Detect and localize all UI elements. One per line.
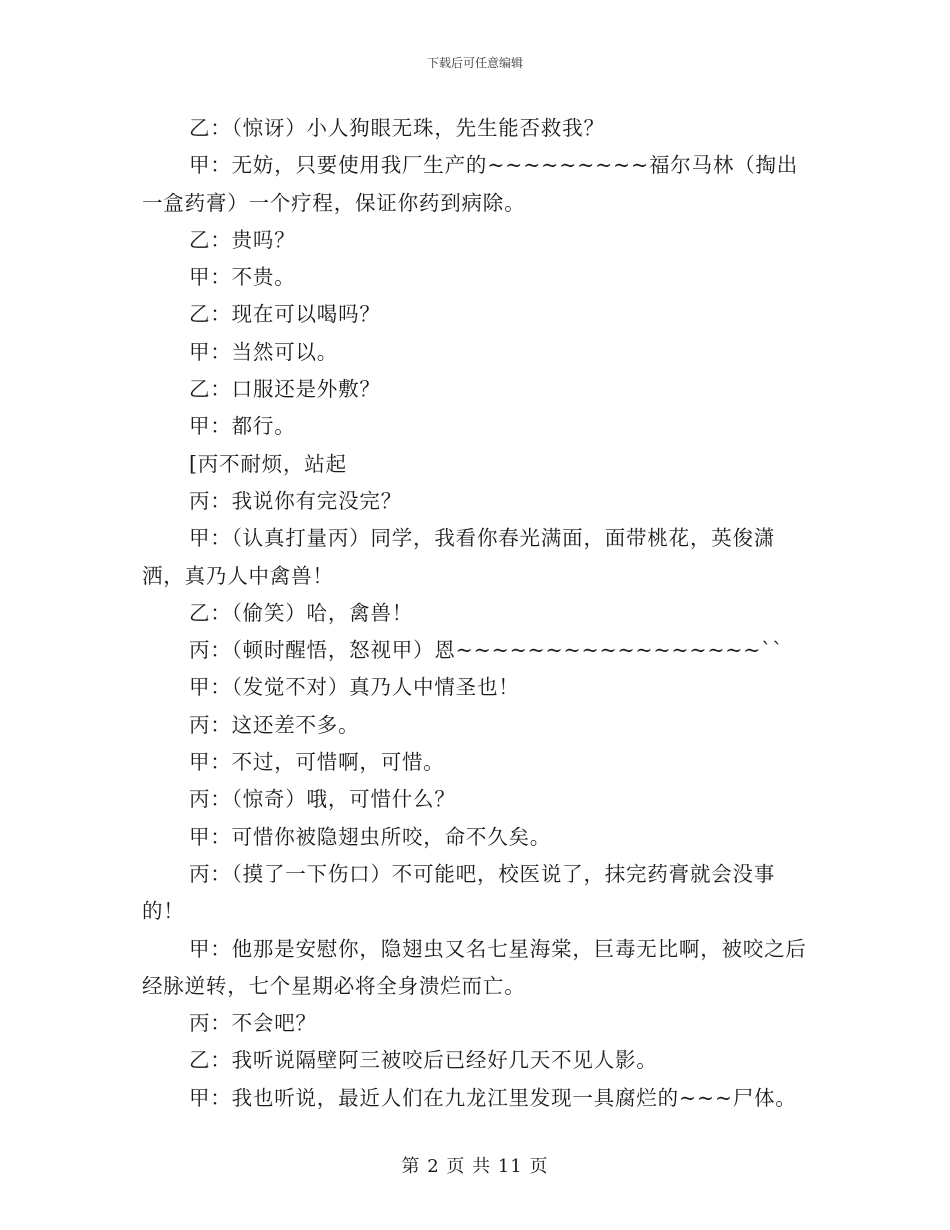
paragraph: 甲：（发觉不对）真乃人中情圣也！ bbox=[189, 675, 520, 700]
paragraph: 甲：我也听说，最近人们在九龙江里发现一具腐烂的~~~尸体。 bbox=[189, 1085, 797, 1110]
stage-direction: [丙不耐烦，站起 bbox=[189, 451, 347, 476]
paragraph: 甲：当然可以。 bbox=[189, 339, 339, 364]
paragraph: 乙：（惊讶）小人狗眼无珠，先生能否救我？ bbox=[189, 116, 605, 140]
paragraph: 甲：可惜你被隐翅虫所咬，命不久矣。 bbox=[189, 824, 552, 849]
paragraph: 丙：我说你有完没完？ bbox=[189, 488, 402, 513]
paragraph: 甲：不过，可惜啊，可惜。 bbox=[189, 750, 445, 775]
paragraph: 甲：（认真打量丙）同学，我看你春光满面，面带桃花，英俊潇洒，真乃人中禽兽！ bbox=[142, 526, 776, 588]
paragraph: 甲：他那是安慰你，隐翅虫又名七星海棠，巨毒无比啊，被咬之后经脉逆转，七个星期必将全身溃烂而亡。 bbox=[142, 936, 807, 998]
paragraph: 甲：不贵。 bbox=[189, 265, 296, 290]
paragraph: 乙：现在可以喝吗？ bbox=[189, 302, 381, 327]
paragraph: 乙：口服还是外敷？ bbox=[189, 377, 381, 402]
paragraph: 乙：我听说隔壁阿三被咬后已经好几天不见人影。 bbox=[189, 1048, 658, 1073]
page-number-footer: 第 2 页 共 11 页 bbox=[401, 1156, 549, 1177]
paragraph: 丙：（摸了一下伤口）不可能吧，校医说了，抹完药膏就会没事的！ bbox=[142, 861, 776, 924]
paragraph: 乙：贵吗？ bbox=[189, 227, 296, 252]
paragraph: 丙：（顿时醒悟，怒视甲）恩~~~~~~~~~~~~~~~~~`` bbox=[189, 638, 784, 663]
paragraph: 甲：都行。 bbox=[189, 414, 296, 439]
document-body bbox=[142, 110, 808, 1117]
page-header: 下载后可任意编辑 bbox=[426, 56, 523, 70]
paragraph: 乙：（偷笑）哈，禽兽！ bbox=[189, 600, 414, 625]
paragraph: 甲：无妨，只要使用我厂生产的~~~~~~~~~福尔马林（掏出一盒药膏）一个疗程，保证你药到病除。 bbox=[142, 153, 799, 215]
paragraph: 丙：不会吧？ bbox=[189, 1011, 317, 1036]
paragraph: 丙：（惊奇）哦，可惜什么？ bbox=[189, 787, 456, 812]
paragraph: 丙：这还差不多。 bbox=[189, 712, 360, 737]
